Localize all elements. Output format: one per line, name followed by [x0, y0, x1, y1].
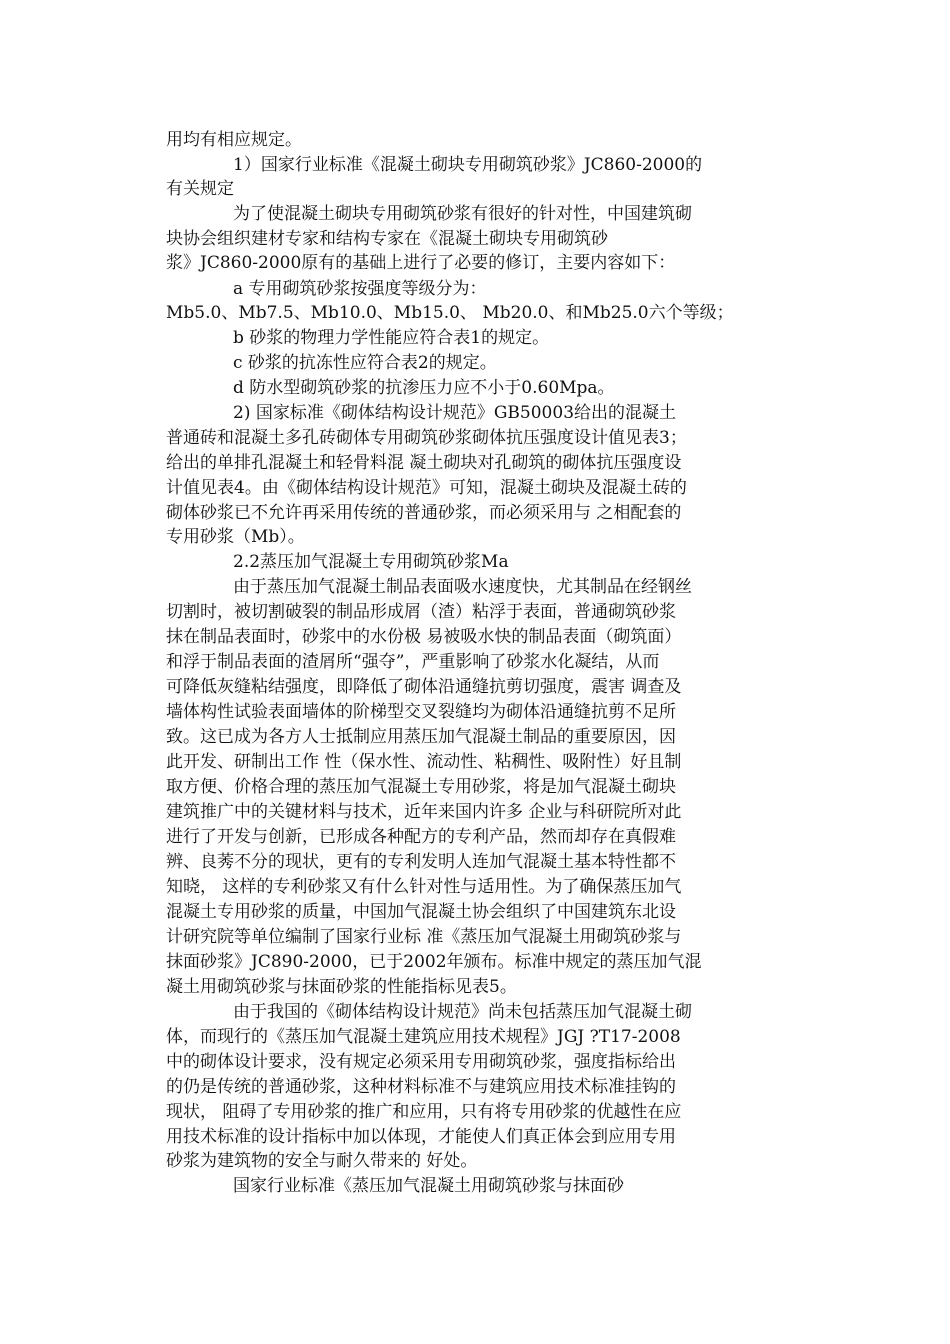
text-line: 1）国家行业标准《混凝土砌块专用砌筑砂浆》JC860-2000的: [233, 155, 703, 175]
text-line: 墙体构性试验表面墙体的阶梯型交叉裂缝均为砌体沿通缝抗剪不足所: [166, 702, 676, 722]
text-line: 由于我国的《砌体结构设计规范》尚未包括蒸压加气混凝土砌: [233, 1002, 692, 1022]
text-line: 为了使混凝土砌块专用砌筑砂浆有很好的针对性，中国建筑砌: [233, 204, 692, 224]
text-line: 专用砂浆（Mb）。: [166, 527, 305, 547]
text-line: 2) 国家标准《砌体结构设计规范》GB50003给出的混凝土: [233, 403, 677, 423]
text-line: 切割时，被切割破裂的制品形成屑（渣）粘浮于表面，普通砌筑砂浆: [166, 602, 676, 622]
text-line: 砂浆为建筑物的安全与耐久带来的 好处。: [166, 1151, 478, 1171]
text-line: 混凝土专用砂浆的质量，中国加气混凝土协会组织了中国建筑东北设: [166, 902, 676, 922]
text-line: 的仍是传统的普通砂浆，这种材料标准不与建筑应用技术标准挂钩的: [166, 1077, 676, 1097]
text-line: 砌体砂浆已不允许再采用传统的普通砂浆，而必须采用与 之相配套的: [166, 503, 682, 523]
text-line: d 防水型砌筑砂浆的抗渗压力应不小于0.60Mpa。: [233, 378, 615, 398]
text-line: 此开发、研制出工作 性（保水性、流动性、粘稠性、吸附性）好且制: [166, 752, 682, 772]
text-line: 取方便、价格合理的蒸压加气混凝土专用砂浆，将是加气混凝土砌块: [166, 777, 676, 797]
text-line: 致。这已成为各方人士抵制应用蒸压加气混凝土制品的重要原因，因: [166, 727, 676, 747]
text-line: 块协会组织建材专家和结构专家在《混凝土砌块专用砌筑砂: [166, 229, 608, 249]
text-line: a 专用砌筑砂浆按强度等级分为：: [233, 279, 487, 299]
text-line: 浆》JC860-2000原有的基础上进行了必要的修订，主要内容如下：: [166, 253, 676, 273]
text-line: 中的砌体设计要求，没有规定必须采用专用砌筑砂浆，强度指标给出: [166, 1052, 676, 1072]
text-line: b 砂浆的物理力学性能应符合表1的规定。: [233, 328, 550, 348]
text-line: 抹面砂浆》JC890-2000，已于2002年颁布。标准中规定的蒸压加气混: [166, 952, 702, 972]
text-line: 进行了开发与创新，已形成各种配方的专利产品，然而却存在真假难: [166, 827, 676, 847]
text-line: c 砂浆的抗冻性应符合表2的规定。: [233, 353, 497, 373]
text-line: 有关规定: [166, 179, 234, 199]
text-line: 抹在制品表面时，砂浆中的水份极 易被吸水快的制品表面（砌筑面）: [166, 627, 682, 647]
text-line: 给出的单排孔混凝土和轻骨料混 凝土砌块对孔砌筑的砌体抗压强度设: [166, 453, 682, 473]
text-line: 和浮于制品表面的渣屑所“强夺”，严重影响了砂浆水化凝结，从而: [166, 652, 660, 672]
section-heading: 2.2蒸压加气混凝土专用砌筑砂浆Ma: [233, 552, 509, 572]
text-line: 普通砖和混凝土多孔砖砌体专用砌筑砂浆砌体抗压强度设计值见表3；: [166, 428, 687, 448]
text-line: 体，而现行的《蒸压加气混凝土建筑应用技术规程》JGJ ?T17-2008: [166, 1027, 681, 1047]
text-line: 建筑推广中的关键材料与技术，近年来国内许多 企业与科研院所对此: [166, 802, 682, 822]
text-line: 用技术标准的设计指标中加以体现，才能使人们真正体会到应用专用: [166, 1127, 676, 1147]
text-line: 计值见表4。由《砌体结构设计规范》可知，混凝土砌块及混凝土砖的: [166, 478, 687, 498]
text-line: 计研究院等单位编制了国家行业标 准《蒸压加气混凝土用砌筑砂浆与: [166, 927, 682, 947]
text-line: 用均有相应规定。: [166, 130, 302, 150]
text-line: Mb5.0、Mb7.5、Mb10.0、Mb15.0、 Mb20.0、和Mb25.0六个等级；: [166, 303, 734, 323]
text-line: 凝土用砌筑砂浆与抹面砂浆的性能指标见表5。: [166, 977, 517, 997]
text-line: 国家行业标准《蒸压加气混凝土用砌筑砂浆与抹面砂: [233, 1176, 624, 1196]
text-line: 由于蒸压加气混凝土制品表面吸水速度快，尤其制品在经钢丝: [233, 577, 692, 597]
text-line: 可降低灰缝粘结强度，即降低了砌体沿通缝抗剪切强度，震害 调查及: [166, 677, 682, 697]
text-line: 知晓， 这样的专利砂浆又有什么针对性与适用性。为了确保蒸压加气: [166, 877, 682, 897]
text-line: 现状， 阻碍了专用砂浆的推广和应用，只有将专用砂浆的优越性在应: [166, 1102, 682, 1122]
text-line: 辨、良莠不分的现状，更有的专利发明人连加气混凝土基本特性都不: [166, 852, 676, 872]
